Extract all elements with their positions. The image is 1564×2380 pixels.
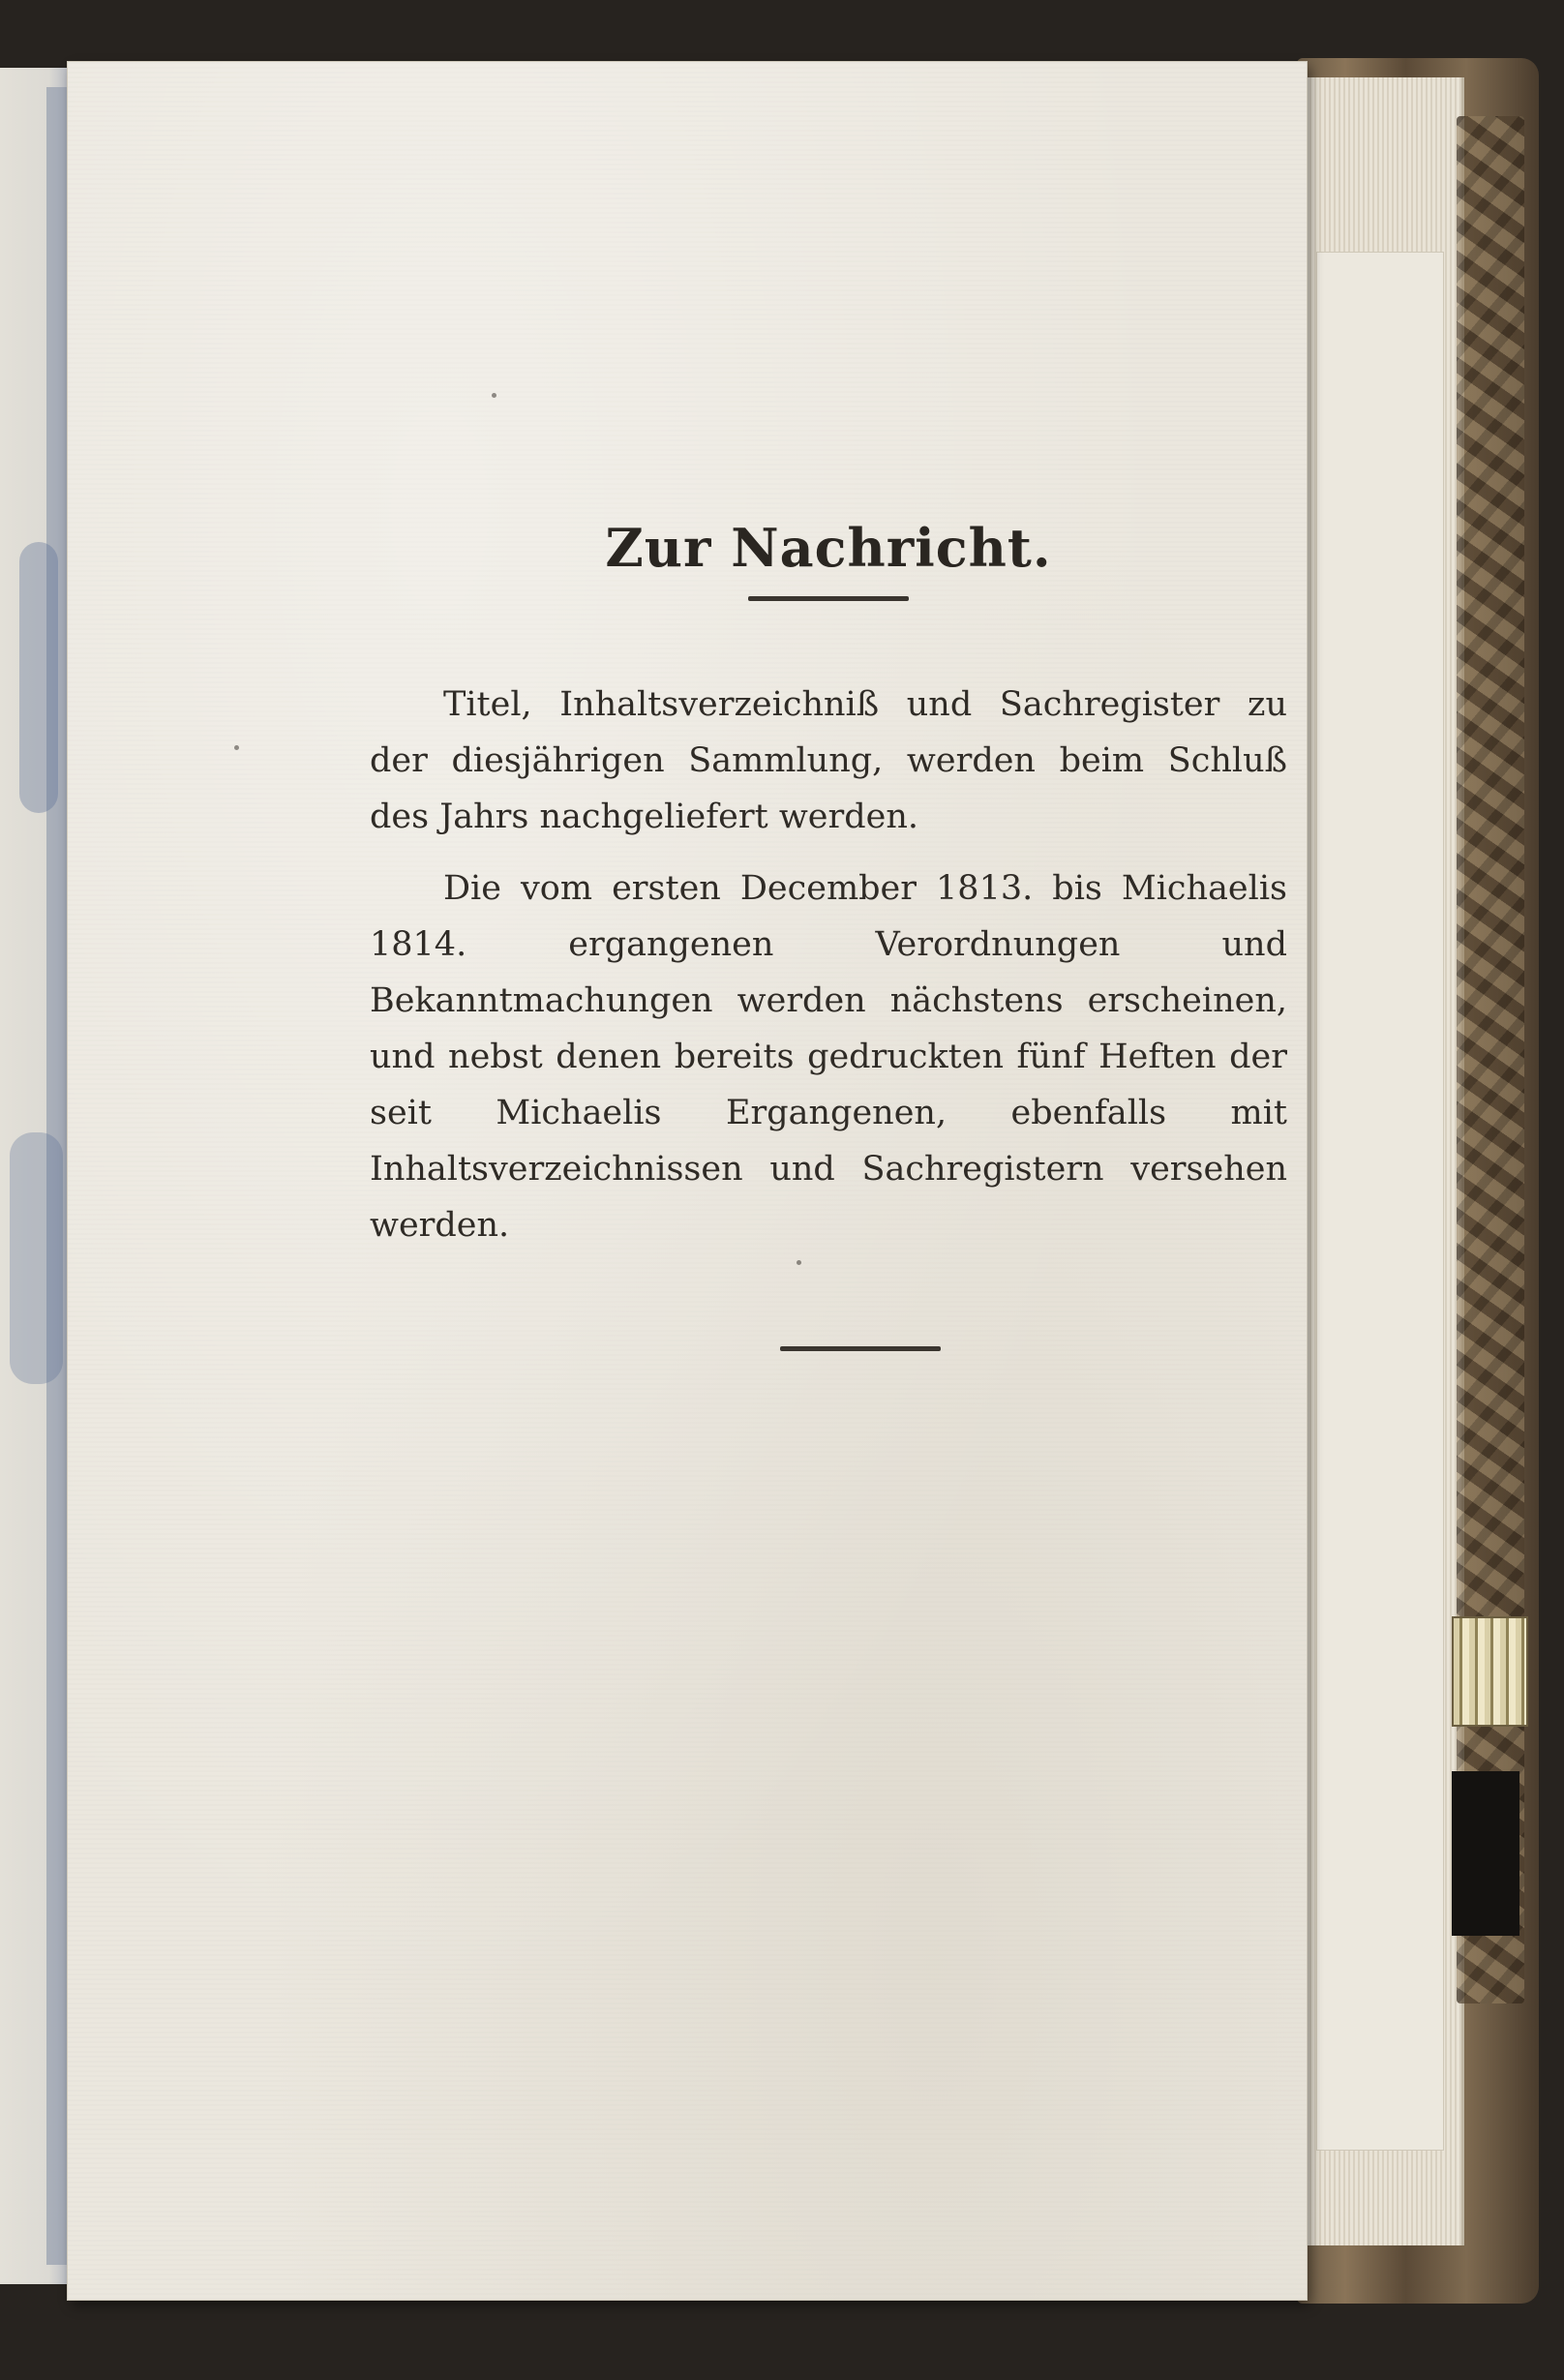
- paper-speck: [234, 745, 239, 750]
- paragraph: Titel, Inhaltsverzeichniß und Sachregister zu der diesjährigen Sammlung, werden beim Schluß des Jahrs nachgeliefert werden.: [370, 685, 1287, 836]
- inserted-slip: [1316, 252, 1444, 2151]
- dark-tab: [1452, 1771, 1519, 1936]
- closing-rule: [780, 1346, 941, 1351]
- paragraph: Die vom ersten December 1813. bis Michaelis 1814. ergangenen Verordnungen und Bekanntmachungen werden nächstens erscheinen, und nebst denen bereits gedruckten fünf Heften der seit Michaelis Ergangenen, ebenfalls mit Inhaltsverzeichnissen und Sachregistern versehen werden.: [370, 869, 1287, 1245]
- stain: [10, 1132, 63, 1384]
- document-page: [68, 62, 1307, 2300]
- text-block: [370, 517, 1287, 1351]
- paper-speck: [492, 393, 496, 398]
- title-rule: [748, 596, 909, 601]
- stain: [19, 542, 58, 813]
- bookmark-tab: [1452, 1616, 1528, 1727]
- page-title: Zur Nachricht.: [605, 517, 1052, 579]
